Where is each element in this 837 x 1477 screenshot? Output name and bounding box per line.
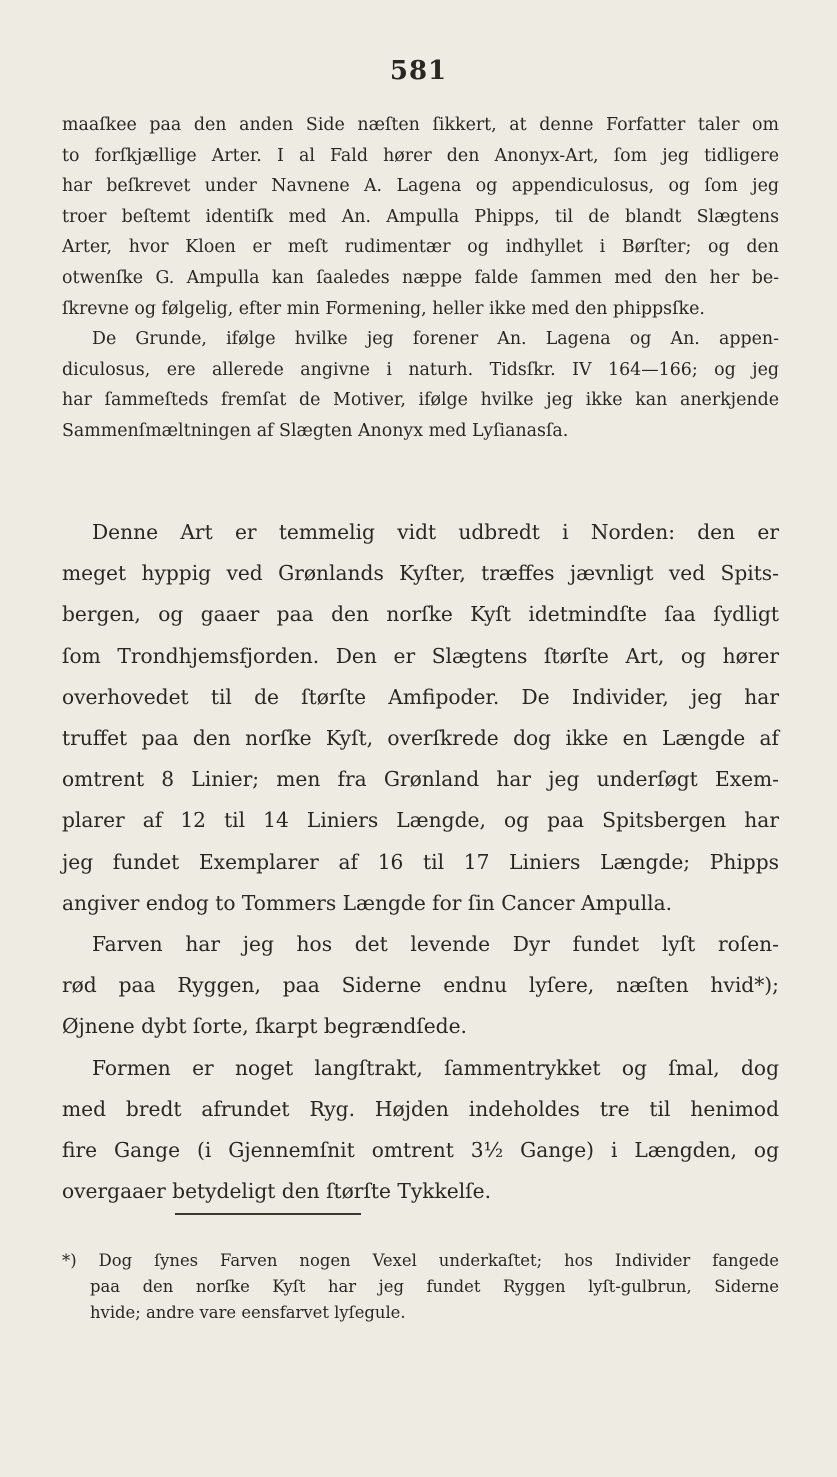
paragraph-5 (62, 1048, 779, 1213)
text-line: meget hyppig ved Grønlands Kyſter, træffes jævnligt ved Spits- (62, 561, 779, 586)
main-text-block (62, 512, 779, 1212)
text-line: Farven har jeg hos det levende Dyr fundet lyſt roſen- (92, 932, 779, 957)
text-line: fire Gange (i Gjennemſnit omtrent 3½ Gange) i Længden, og (62, 1138, 779, 1163)
text-line: plarer af 12 til 14 Liniers Længde, og paa Spitsbergen har (62, 808, 779, 833)
text-line: ſom Trondhjemsfjorden. Den er Slægtens ſtørſte Art, og hører (62, 643, 779, 668)
footnote (62, 1248, 779, 1326)
text-line: har ſammeſteds fremſat de Motiver, ifølge hvilke jeg ikke kan anerkjende (62, 390, 779, 411)
text-line: troer beſtemt identiſk med An. Ampulla Phipps, til de blandt Slægtens (62, 206, 779, 227)
paragraph-3 (62, 512, 779, 924)
paragraph-4 (62, 924, 779, 1048)
footnote-line: *) Dog ſynes Farven nogen Vexel underkaſtet; hos Individer fangede (62, 1251, 779, 1270)
text-line: med bredt afrundet Ryg. Højden indeholdes tre til henimod (62, 1096, 779, 1121)
text-line: overhovedet til de ſtørſte Amfipoder. De Individer, jeg har (62, 684, 779, 709)
text-line: Formen er noget langſtrakt, ſammentrykket og ſmal, dog (92, 1055, 779, 1080)
footnote-divider (175, 1213, 361, 1215)
text-line: angiver endog to Tommers Længde for ſin Cancer Ampulla. (62, 890, 673, 915)
small-text-block (62, 110, 779, 447)
text-line: Sammenſmæltningen af Slægten Anonyx med Lyſianasſa. (62, 420, 569, 441)
text-line: truffet paa den norſke Kyſt, overſkrede dog ikke en Længde af (62, 726, 779, 751)
text-line: to forſkjællige Arter. I al Fald hører den Anonyx-Art, ſom jeg tidligere (62, 145, 779, 166)
text-line: diculosus, ere allerede angivne i naturh. Tidsſkr. IV 164—166; og jeg (62, 359, 779, 380)
text-line: overgaaer betydeligt den ſtørſte Tykkelſe. (62, 1179, 491, 1204)
text-line: maaſkee paa den anden Side næſten ſikkert, at denne Forfatter taler om (62, 115, 779, 135)
footnote-line: hvide; andre vare eensfarvet lyſegule. (90, 1303, 406, 1322)
paragraph-2 (62, 324, 779, 446)
text-line: bergen, og gaaer paa den norſke Kyſt idetmindſte ſaa ſydligt (62, 602, 779, 627)
text-line: rød paa Ryggen, paa Siderne endnu lyſere, næſten hvid*); (62, 973, 779, 998)
footnote-line: paa den norſke Kyſt har jeg fundet Ryggen lyſt-gulbrun, Siderne (90, 1277, 779, 1296)
text-line: otwenſke G. Ampulla kan ſaaledes næppe falde ſammen med den her be- (62, 267, 779, 288)
paragraph-1 (62, 110, 779, 324)
text-line: Arter, hvor Kloen er meſt rudimentær og indhyllet i Børſter; og den (62, 237, 779, 258)
page-number: 581 (389, 56, 448, 86)
text-line: Denne Art er temmelig vidt udbredt i Norden: den er (92, 520, 779, 544)
text-line: omtrent 8 Linier; men fra Grønland har jeg underſøgt Exem- (62, 767, 779, 792)
text-line: ſkrevne og følgelig, efter min Formening, heller ikke med den phippsſke. (62, 298, 705, 319)
text-line: jeg fundet Exemplarer af 16 til 17 Liniers Længde; Phipps (62, 849, 779, 874)
text-line: Øjnene dybt ſorte, ſkarpt begrændſede. (62, 1014, 467, 1039)
text-line: De Grunde, ifølge hvilke jeg forener An. Lagena og An. appen- (92, 329, 779, 350)
text-line: har beſkrevet under Navnene A. Lagena og appendiculosus, og ſom jeg (62, 176, 779, 197)
